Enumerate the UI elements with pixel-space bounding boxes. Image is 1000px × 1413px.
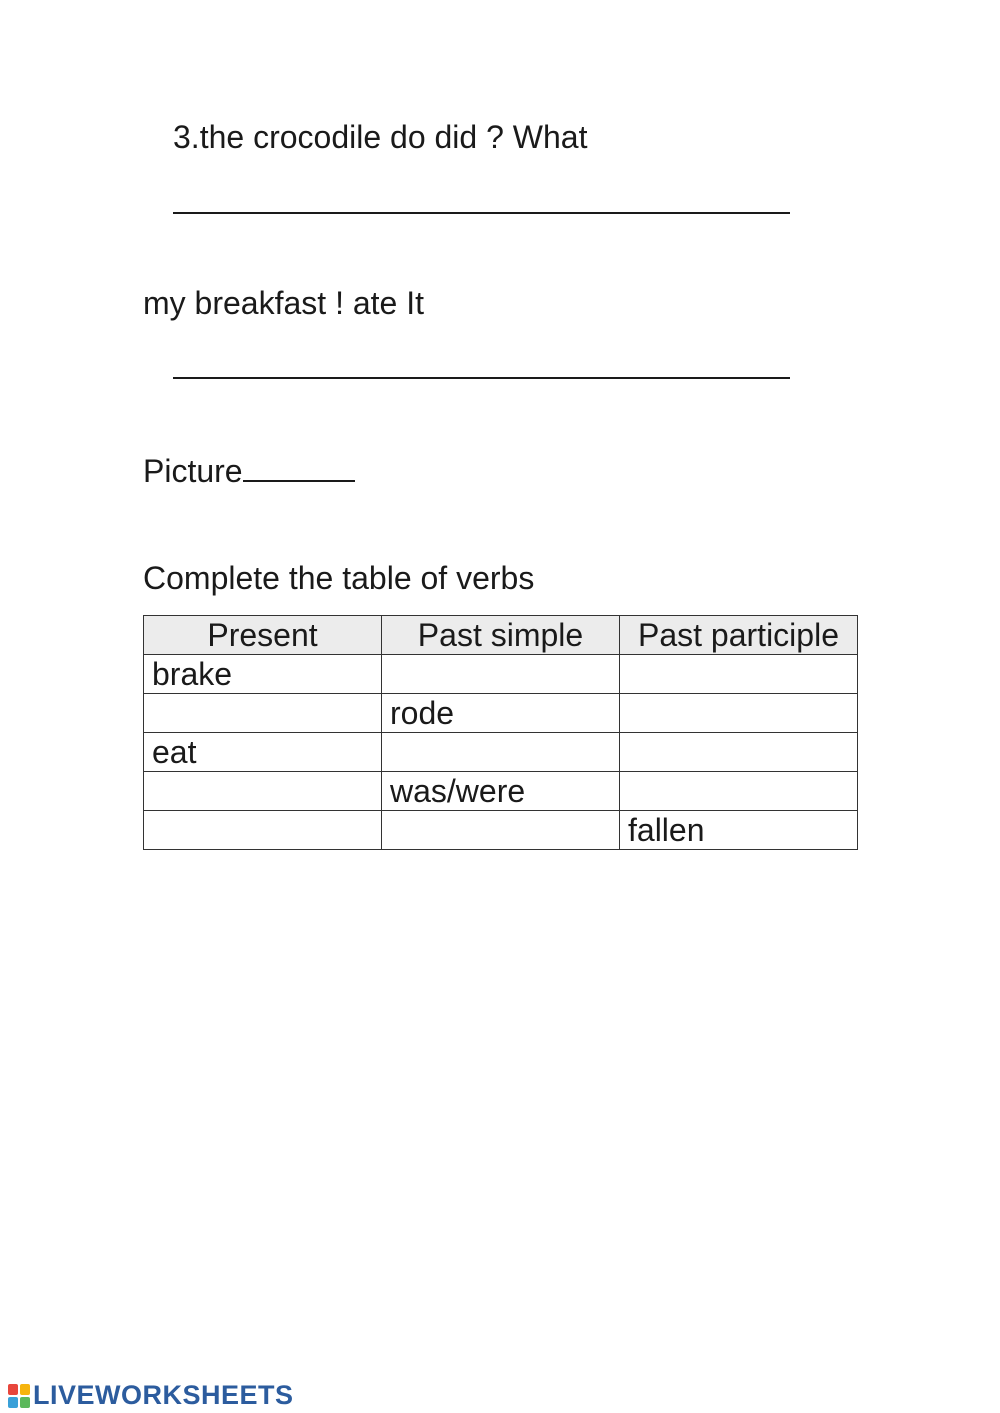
table-cell: fallen — [620, 811, 858, 850]
table-row — [144, 733, 858, 772]
logo-square-icon — [20, 1384, 30, 1395]
table-cell[interactable] — [620, 694, 858, 733]
table-row — [144, 694, 858, 733]
answer-line-4[interactable] — [173, 377, 790, 379]
table-cell: rode — [382, 694, 620, 733]
table-cell[interactable] — [620, 733, 858, 772]
table-row — [144, 655, 858, 694]
picture-answer-blank[interactable] — [243, 452, 355, 482]
table-cell: brake — [144, 655, 382, 694]
question-3: 3.the crocodile do did ? What — [173, 119, 588, 155]
header-present: Present — [144, 616, 382, 655]
table-cell[interactable] — [620, 772, 858, 811]
brand-name: LIVEWORKSHEETS — [33, 1380, 294, 1410]
logo-square-icon — [8, 1384, 18, 1395]
header-past-simple: Past simple — [382, 616, 620, 655]
table-cell[interactable] — [620, 655, 858, 694]
verb-table — [143, 615, 858, 850]
logo-square-icon — [8, 1397, 18, 1408]
table-cell[interactable] — [144, 772, 382, 811]
header-past-participle: Past participle — [620, 616, 858, 655]
table-row — [144, 772, 858, 811]
table-cell: was/were — [382, 772, 620, 811]
logo-square-icon — [20, 1397, 30, 1408]
table-cell: eat — [144, 733, 382, 772]
table-cell[interactable] — [144, 811, 382, 850]
picture-prompt — [143, 452, 355, 487]
liveworksheets-logo — [8, 1380, 294, 1411]
table-cell[interactable] — [382, 733, 620, 772]
question-4: my breakfast ! ate It — [143, 285, 424, 321]
table-instruction: Complete the table of verbs — [143, 560, 535, 596]
table-cell[interactable] — [144, 694, 382, 733]
answer-line-3[interactable] — [173, 212, 790, 214]
table-header-row — [144, 616, 858, 655]
picture-label: Picture — [143, 453, 243, 489]
table-row — [144, 811, 858, 850]
liveworksheets-icon — [8, 1384, 30, 1408]
table-cell[interactable] — [382, 655, 620, 694]
table-cell[interactable] — [382, 811, 620, 850]
